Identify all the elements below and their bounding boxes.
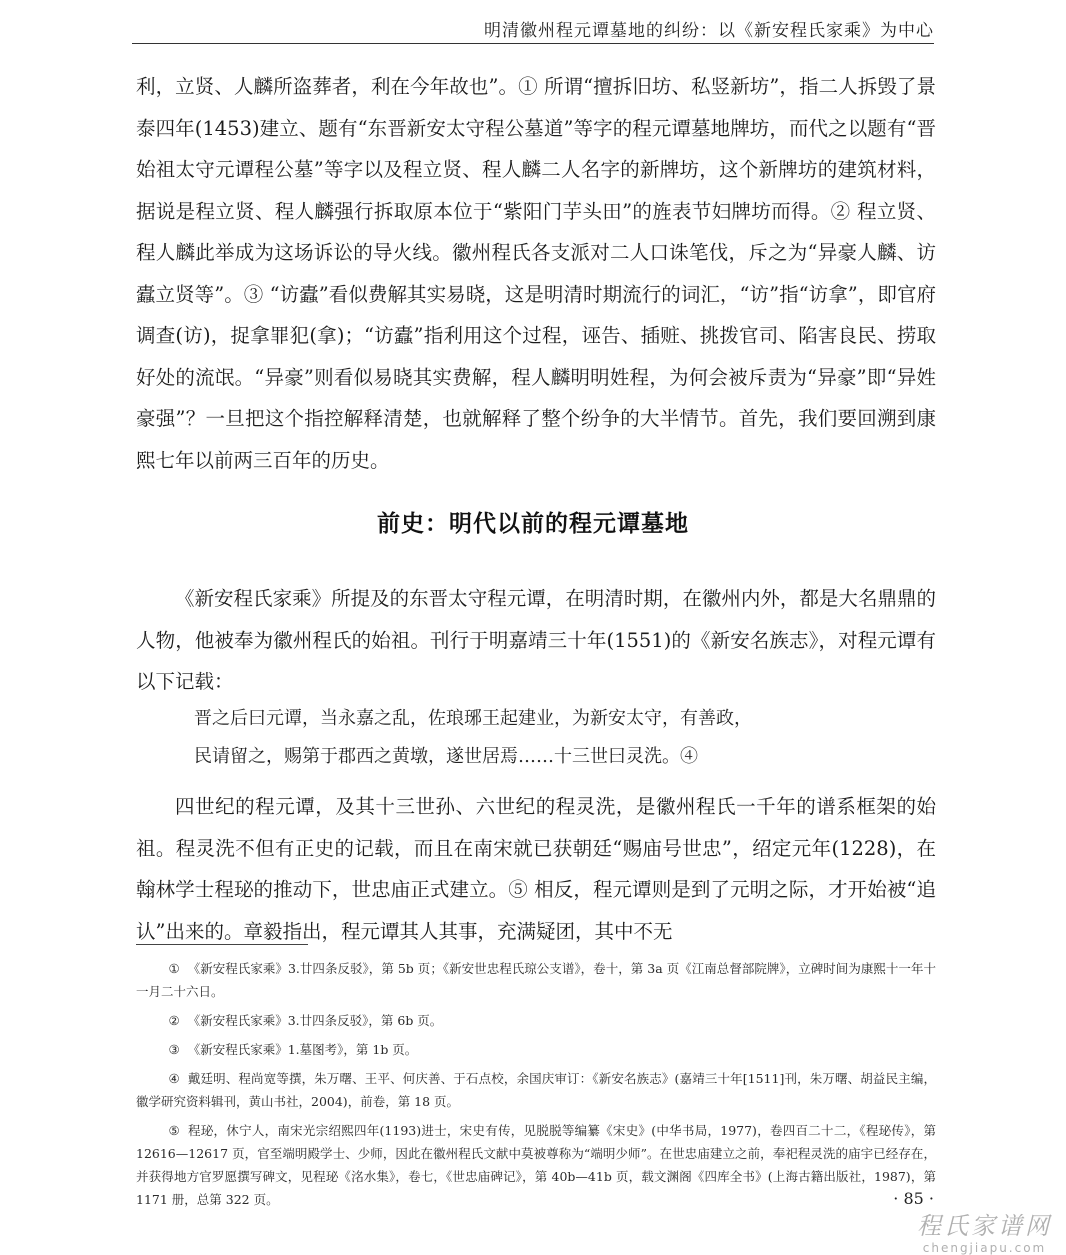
footnote-text: 程珌，休宁人，南宋光宗绍熙四年(1193)进士，宋史有传，见脱脱等编纂《宋史》(中华书局，1977)，卷四百二十二，《程珌传》，第 12616—12617 页，官至端明殿学士、少师，因此在徽州程氏文献中莫被尊称为“端明少师”。在世忠庙建立之前，奉祀程灵洗的庙宇已经存在，并获得地方官罗愿撰写碑文，见程珌《洺水集》，卷七，《世忠庙碑记》，第 40b—41b 页，载文渊阁《四库全书》(上海古籍出版社，1987)，第 1171 册，总第 322 页。 bbox=[136, 1123, 936, 1207]
footnote-text: 戴廷明、程尚宽等撰，朱万曙、王平、何庆善、于石点校，余国庆审订：《新安名族志》(嘉靖三十年[1511]刊，朱万曙、胡益民主编，徽学研究资料辑刊，黄山书社，2004)，前卷，第 18 页。 bbox=[136, 1071, 936, 1109]
running-header-title: 明清徽州程元谭墓地的纠纷：以《新安程氏家乘》为中心 bbox=[484, 21, 934, 41]
watermark bbox=[917, 1206, 1052, 1255]
footnote-text: 《新安程氏家乘》1.墓图考》，第 1b 页。 bbox=[187, 1042, 418, 1057]
footnote bbox=[136, 1009, 936, 1032]
paragraph: 《新安程氏家乘》所提及的东晋太守程元谭，在明清时期，在徽州内外，都是大名鼎鼎的人物，他被奉为徽州程氏的始祖。刊行于明嘉靖三十年(1551)的《新安名族志》，对程元谭有以下记载： bbox=[136, 587, 936, 693]
running-header bbox=[0, 0, 1066, 50]
footnote bbox=[136, 1119, 936, 1211]
footnote-rule bbox=[136, 944, 308, 945]
quote-line: 民请留之，赐第于郡西之黄墩，遂世居焉……十三世曰灵洗。④ bbox=[194, 746, 698, 767]
watermark-url: chengjiapu.com bbox=[922, 1241, 1047, 1255]
body-text-after bbox=[136, 786, 936, 952]
footnote bbox=[136, 1038, 936, 1061]
quote-line: 晋之后曰元谭，当永嘉之乱，佐琅琊王起建业，为新安太守，有善政， bbox=[194, 708, 752, 729]
footnote bbox=[136, 957, 936, 1003]
footnote-text: 《新安程氏家乘》3.廿四条反驳》，第 6b 页。 bbox=[187, 1013, 443, 1028]
footnote-mark: ④ bbox=[168, 1071, 180, 1086]
body-text-top bbox=[136, 66, 936, 481]
section-heading: 前史：明代以前的程元谭墓地 bbox=[377, 511, 689, 537]
paragraph: 四世纪的程元谭，及其十三世孙、六世纪的程灵洗，是徽州程氏一千年的谱系框架的始祖。程灵洗不但有正史的记载，而且在南宋就已获朝廷“赐庙号世忠”，绍定元年(1228)，在翰林学士程珌的推动下，世忠庙正式建立。⑤ 相反，程元谭则是到了元明之际，才开始被“追认”出来的。章毅指出，程元谭其人其事，充满疑团，其中不无 bbox=[136, 795, 936, 943]
footnotes bbox=[136, 957, 936, 1217]
footnote-text: 《新安程氏家乘》3.廿四条反驳》，第 5b 页；《新安世忠程氏琼公支谱》，卷十，第 3a 页《江南总督部院牌》，立碑时间为康熙十一年十一月二十六日。 bbox=[136, 961, 936, 999]
footnote-mark: ② bbox=[168, 1013, 180, 1028]
footnote-mark: ① bbox=[168, 961, 180, 976]
footnote-mark: ③ bbox=[168, 1042, 180, 1057]
footnote-mark: ⑤ bbox=[168, 1123, 180, 1138]
footnote bbox=[136, 1067, 936, 1113]
watermark-text: 程氏家谱网 bbox=[917, 1212, 1052, 1240]
block-quote bbox=[194, 700, 916, 776]
paragraph: 利，立贤、人麟所盗葬者，利在今年故也”。① 所谓“擅拆旧坊、私竖新坊”，指二人拆毁了景泰四年(1453)建立、题有“东晋新安太守程公墓道”等字的程元谭墓地牌坊，而代之以题有“晋始祖太守元谭程公墓”等字以及程立贤、程人麟二人名字的新牌坊，这个新牌坊的建筑材料，据说是程立贤、程人麟强行拆取原本位于“紫阳门芋头田”的旌表节妇牌坊而得。② 程立贤、程人麟此举成为这场诉讼的导火线。徽州程氏各支派对二人口诛笔伐，斥之为“异豪人麟、访蠹立贤等”。③ “访蠹”看似费解其实易晓，这是明清时期流行的词汇，“访”指“访拿”，即官府调查(访)，捉拿罪犯(拿)；“访蠹”指利用这个过程，诬告、插赃、挑拨官司、陷害良民、捞取好处的流氓。“异豪”则看似易晓其实费解，程人麟明明姓程，为何会被斥责为“异豪”即“异姓豪强”？一旦把这个指控解释清楚，也就解释了整个纷争的大半情节。首先，我们要回溯到康熙七年以前两三百年的历史。 bbox=[136, 75, 936, 472]
page-number: · 85 · bbox=[893, 1189, 934, 1208]
body-text-intro bbox=[136, 578, 936, 703]
header-rule bbox=[132, 43, 934, 44]
